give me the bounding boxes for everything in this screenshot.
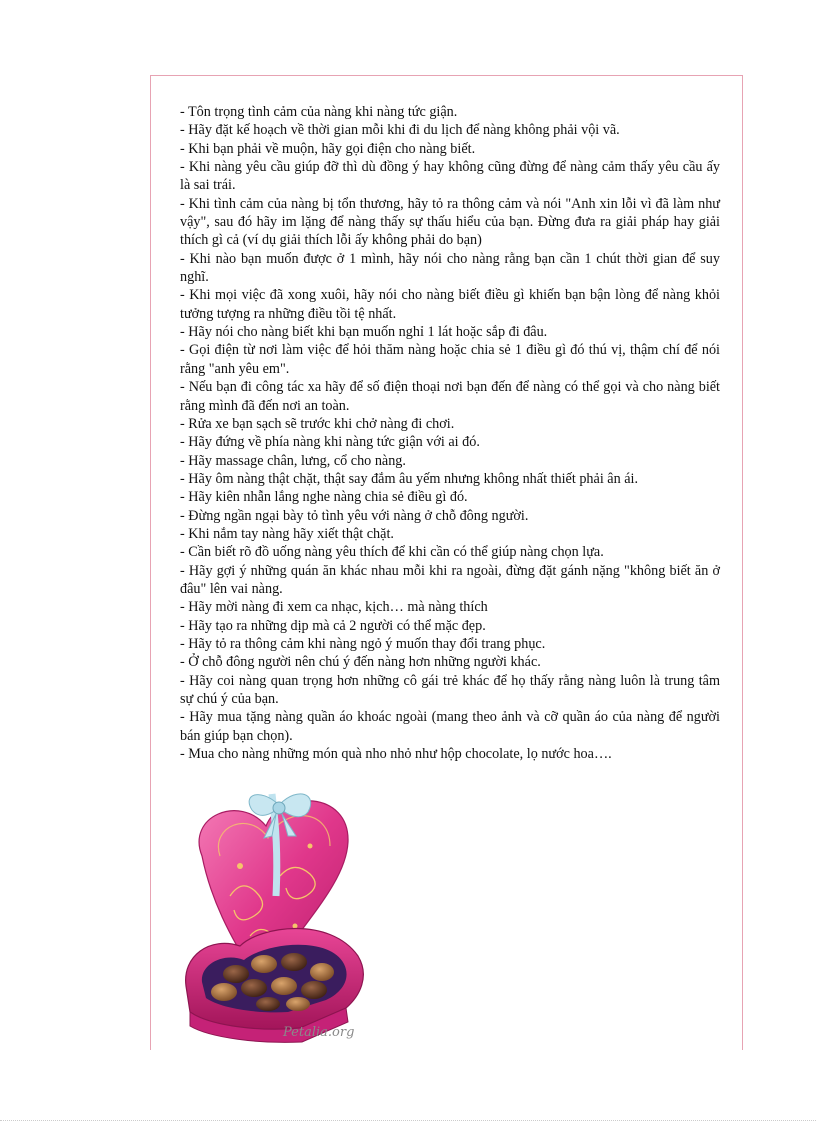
paragraph: - Hãy mua tặng nàng quần áo khoác ngoài (mang theo ảnh và cỡ quần áo của nàng để người bán giúp bạn chọn). bbox=[180, 709, 720, 744]
paragraph: - Gọi điện từ nơi làm việc để hỏi thăm nàng hoặc chia sẻ 1 điều gì đó thú vị, thậm chí để nói rằng "anh yêu em". bbox=[180, 342, 720, 377]
paragraph: - Hãy đặt kế hoạch về thời gian mỗi khi đi du lịch để nàng không phải vội vã. bbox=[180, 122, 620, 139]
paragraph: - Hãy mời nàng đi xem ca nhạc, kịch… mà nàng thích bbox=[180, 599, 488, 616]
document-body bbox=[180, 103, 720, 763]
paragraph: - Khi nắm tay nàng hãy xiết thật chặt. bbox=[180, 525, 394, 542]
paragraph: - Hãy kiên nhẫn lắng nghe nàng chia sẻ điều gì đó. bbox=[180, 489, 468, 506]
paragraph: - Khi bạn phải về muộn, hãy gọi điện cho nàng biết. bbox=[180, 140, 476, 157]
paragraph: - Hãy nói cho nàng biết khi bạn muốn nghỉ 1 lát hoặc sắp đi đâu. bbox=[180, 324, 548, 341]
paragraph: - Tôn trọng tình cảm của nàng khi nàng tức giận. bbox=[180, 104, 458, 120]
paragraph: - Hãy coi nàng quan trọng hơn những cô gái trẻ khác để họ thấy rằng nàng luôn là trung tâm sự chú ý của bạn. bbox=[180, 672, 720, 707]
paragraph: - Hãy gợi ý những quán ăn khác nhau mỗi khi ra ngoài, đừng đặt gánh nặng "không biết ăn ở đâu" lên vai nàng. bbox=[180, 562, 720, 597]
watermark: Petalia.org bbox=[283, 1025, 355, 1040]
paragraph: - Mua cho nàng những món quà nho nhỏ như hộp chocolate, lọ nước hoa…. bbox=[180, 746, 612, 763]
paragraph: - Rửa xe bạn sạch sẽ trước khi chở nàng đi chơi. bbox=[180, 415, 455, 432]
paragraph: - Khi nàng yêu cầu giúp đỡ thì dù đồng ý hay không cũng đừng để nàng cảm thấy yêu cầu ấy là sai trái. bbox=[180, 159, 720, 194]
paragraph: - Hãy tạo ra những dịp mà cả 2 người có thể mặc đẹp. bbox=[180, 617, 486, 634]
paragraph: - Đừng ngần ngại bày tỏ tình yêu với nàng ở chỗ đông người. bbox=[180, 507, 529, 524]
paragraph: - Hãy đứng về phía nàng khi nàng tức giận với ai đó. bbox=[180, 434, 480, 451]
paragraph: - Hãy ôm nàng thật chặt, thật say đắm âu yếm nhưng không nhất thiết phải ân ái. bbox=[180, 470, 639, 487]
paragraph: - Khi mọi việc đã xong xuôi, hãy nói cho nàng biết điều gì khiến bạn bận lòng để nàng khỏi tưởng tượng ra những điều tồi tệ nhất. bbox=[180, 287, 720, 322]
page-bottom-divider bbox=[0, 1120, 816, 1121]
paragraph: - Khi tình cảm của nàng bị tổn thương, hãy tỏ ra thông cảm và nói "Anh xin lỗi vì đã làm như vậy", sau đó hãy im lặng để nàng thấy sự thấu hiểu của bạn. Đừng đưa ra giải pháp hay giải thích gì cả (ví dụ giải thích lỗi ấy không phải do bạn) bbox=[180, 195, 720, 249]
paragraph: - Nếu bạn đi công tác xa hãy để số điện thoại nơi bạn đến để nàng có thể gọi và cho nàng biết rằng mình đã đến nơi an toàn. bbox=[180, 379, 720, 414]
paragraph: - Hãy massage chân, lưng, cổ cho nàng. bbox=[180, 452, 406, 469]
heart-chocolate-box-icon bbox=[180, 786, 380, 1044]
paragraph: - Hãy tỏ ra thông cảm khi nàng ngỏ ý muốn thay đổi trang phục. bbox=[180, 635, 546, 652]
paragraph: - Cần biết rõ đồ uống nàng yêu thích để khi cần có thể giúp nàng chọn lựa. bbox=[180, 544, 604, 561]
paragraph: - Khi nào bạn muốn được ở 1 mình, hãy nói cho nàng rằng bạn cần 1 chút thời gian để suy nghĩ. bbox=[180, 250, 720, 286]
paragraph: - Ở chỗ đông người nên chú ý đến nàng hơn những người khác. bbox=[180, 654, 541, 671]
